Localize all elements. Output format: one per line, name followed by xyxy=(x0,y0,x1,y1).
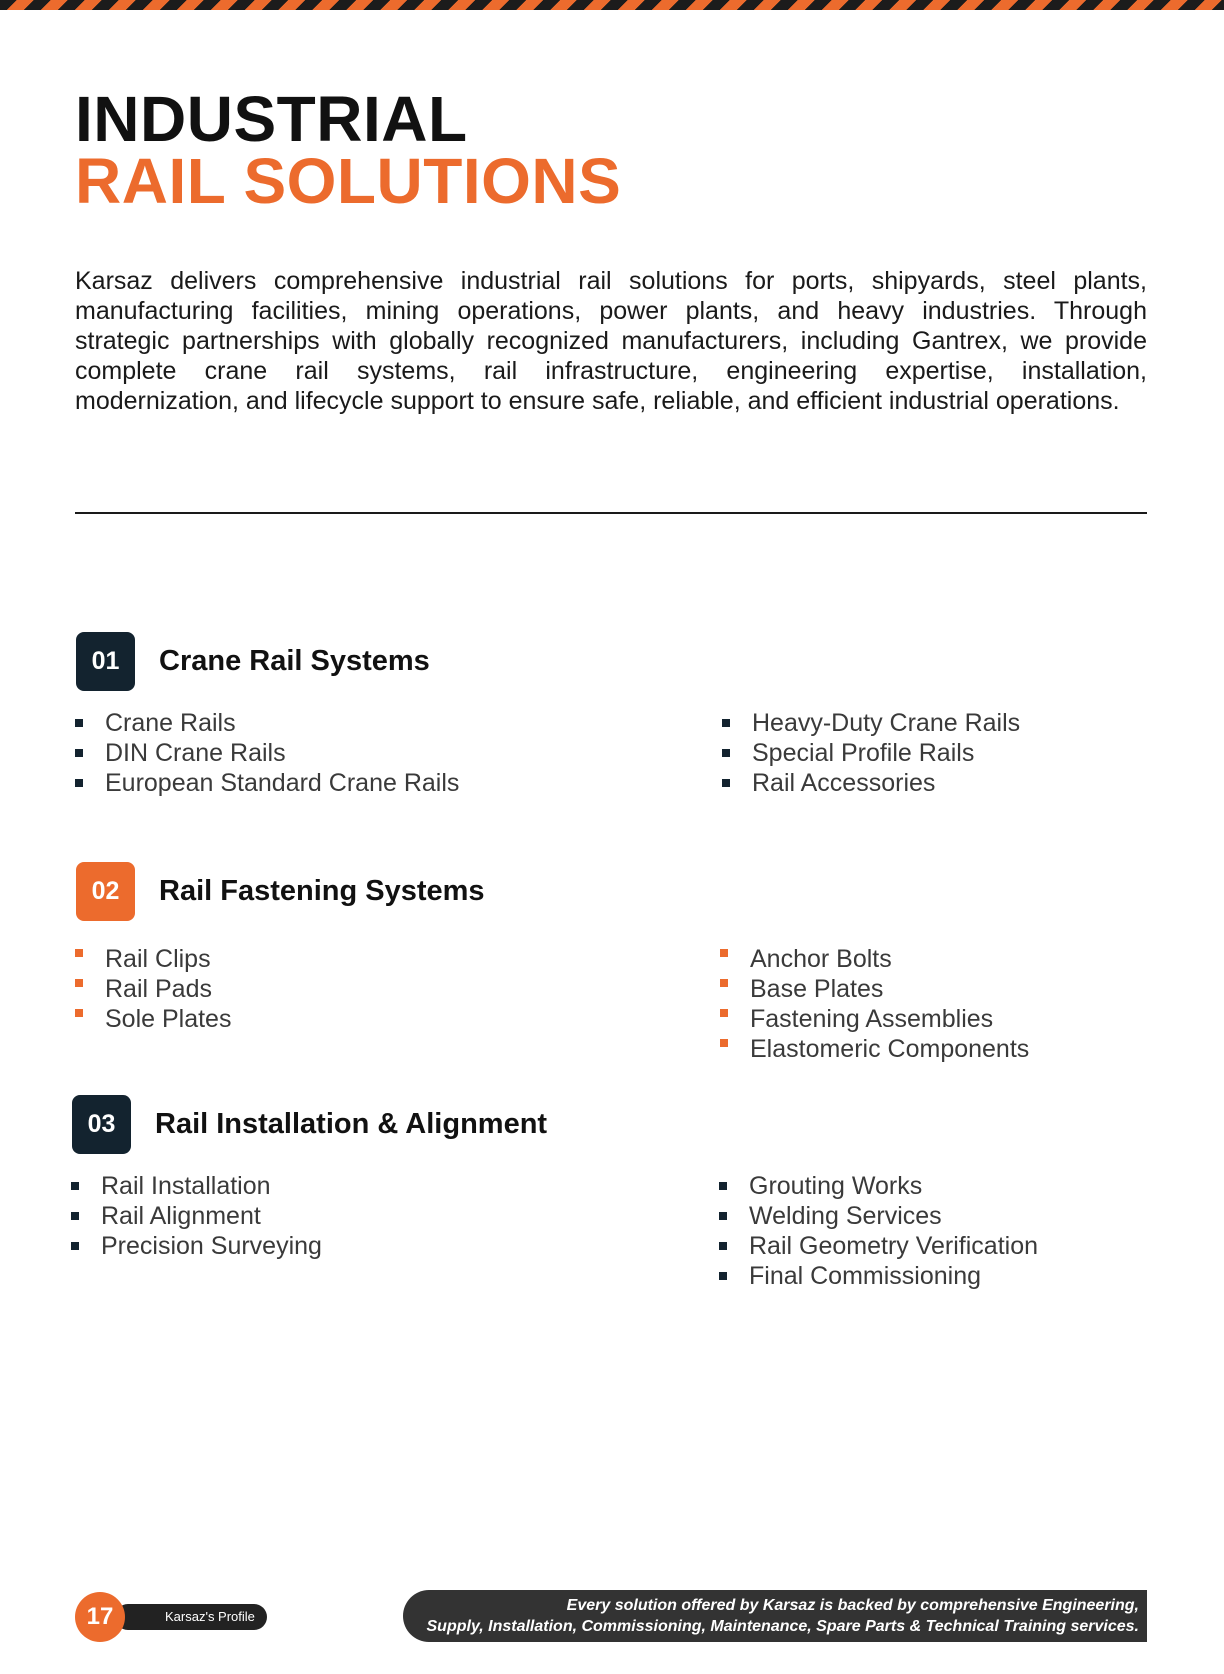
section-list-left xyxy=(75,944,231,1034)
section-list-right xyxy=(719,1171,1038,1291)
list-item: Rail Alignment xyxy=(71,1201,322,1231)
list-item: Crane Rails xyxy=(75,708,459,738)
section-title: Crane Rail Systems xyxy=(159,645,430,677)
list-item: Rail Installation xyxy=(71,1171,322,1201)
footer-tagline xyxy=(403,1590,1147,1642)
list-item: European Standard Crane Rails xyxy=(75,768,459,798)
list-item: Rail Clips xyxy=(75,944,231,974)
list-item: Heavy-Duty Crane Rails xyxy=(722,708,1020,738)
list-item: Grouting Works xyxy=(719,1171,1038,1201)
section-title: Rail Installation & Alignment xyxy=(155,1108,548,1140)
section-number-badge: 01 xyxy=(76,632,135,691)
profile-label: Karsaz's Profile xyxy=(115,1604,267,1630)
intro-paragraph: Karsaz delivers comprehensive industrial rail solutions for ports, shipyards, steel plants, manufacturing facilities, mining operations, power plants, and heavy industries. Through strategic partnerships with globally recognized manufacturers, including Gantrex, we provide complete crane rail systems, rail infrastructure, engineering expertise, installation, modernization, and lifecycle support to ensure safe, reliable, and efficient industrial operations. xyxy=(75,267,1147,415)
list-item: Rail Accessories xyxy=(722,768,1020,798)
tagline-line-2: Supply, Installation, Commissioning, Maintenance, Spare Parts & Technical Training services. xyxy=(426,1618,1139,1635)
section-list-right xyxy=(722,708,1020,798)
list-item: Anchor Bolts xyxy=(720,944,1029,974)
section-title: Rail Fastening Systems xyxy=(159,875,485,907)
list-item: Rail Pads xyxy=(75,974,231,1004)
page-title xyxy=(75,83,622,217)
section-divider xyxy=(75,512,1147,514)
section-list-right xyxy=(720,944,1029,1064)
list-item: Sole Plates xyxy=(75,1004,231,1034)
tagline-line-1: Every solution offered by Karsaz is backed by comprehensive Engineering, xyxy=(566,1597,1139,1614)
top-hazard-stripe xyxy=(0,0,1224,10)
title-line-2: RAIL SOLUTIONS xyxy=(75,145,622,217)
section-number-badge: 02 xyxy=(76,862,135,921)
list-item: Elastomeric Components xyxy=(720,1034,1029,1064)
list-item: Precision Surveying xyxy=(71,1231,322,1261)
list-item: DIN Crane Rails xyxy=(75,738,459,768)
section-number-badge: 03 xyxy=(72,1095,131,1154)
list-item: Fastening Assemblies xyxy=(720,1004,1029,1034)
list-item: Final Commissioning xyxy=(719,1261,1038,1291)
section-list-left xyxy=(71,1171,322,1261)
list-item: Rail Geometry Verification xyxy=(719,1231,1038,1261)
page-number: 17 xyxy=(75,1592,125,1642)
list-item: Base Plates xyxy=(720,974,1029,1004)
list-item: Welding Services xyxy=(719,1201,1038,1231)
list-item: Special Profile Rails xyxy=(722,738,1020,768)
title-line-1: INDUSTRIAL xyxy=(75,83,468,155)
section-list-left xyxy=(75,708,459,798)
